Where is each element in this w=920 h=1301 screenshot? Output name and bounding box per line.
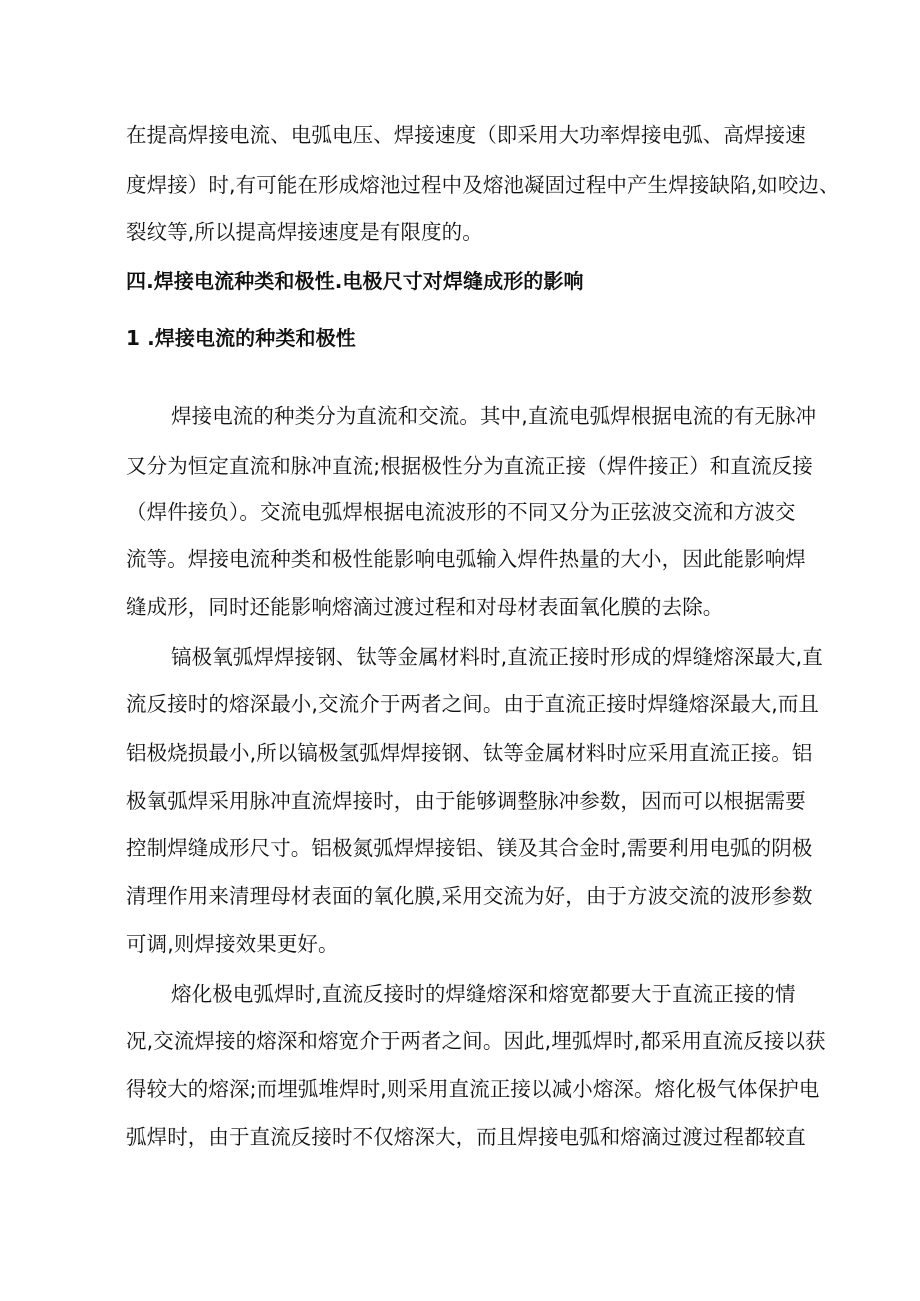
text-line: 铝极烧损最小,所以镐极氢弧焊焊接钢、钛等金属材料时应采用直流正接。铝 bbox=[126, 741, 813, 765]
text-line: 又分为恒定直流和脉冲直流;根据极性分为直流正接（焊件接正）和直流反接 bbox=[126, 454, 813, 478]
text-line: 流等。焊接电流种类和极性能影响电弧输入焊件热量的大小，因此能影响焊 bbox=[126, 547, 806, 571]
section-heading: 四.焊接电流种类和极性.电极尺寸对焊缝成形的影响 bbox=[126, 269, 584, 293]
text-line: 弧焊时，由于直流反接时不仅熔深大，而且焊接电弧和熔滴过渡过程都较直 bbox=[126, 1125, 806, 1149]
text-line: 况,交流焊接的熔深和熔宽介于两者之间。因此,埋弧焊时,都采用直流反接以获 bbox=[126, 1029, 826, 1053]
subsection-heading: 1 .焊接电流的种类和极性 bbox=[126, 326, 356, 350]
text-line: 清理作用来清理母材表面的氧化膜,采用交流为好，由于方波交流的波形参数 bbox=[126, 884, 813, 908]
text-line: 得较大的熔深;而埋弧堆焊时,则采用直流正接以减小熔深。熔化极气体保护电 bbox=[126, 1077, 820, 1101]
text-line: 极氧弧焊采用脉冲直流焊接时，由于能够调整脉冲参数，因而可以根据需要 bbox=[126, 789, 806, 813]
text-line: 度焊接）时,有可能在形成熔池过程中及熔池凝固过程中产生焊接缺陷,如咬边、 bbox=[126, 173, 840, 197]
text-line: 可调,则焊接效果更好。 bbox=[126, 932, 339, 956]
text-line: 熔化极电弧焊时,直流反接时的焊缝熔深和熔宽都要大于直流正接的情 bbox=[171, 982, 796, 1006]
text-line: 控制焊缝成形尺寸。铝极氮弧焊焊接铝、镁及其合金时,需要利用电弧的阴极 bbox=[126, 836, 813, 860]
text-line: 焊接电流的种类分为直流和交流。其中,直流电弧焊根据电流的有无脉冲 bbox=[171, 404, 817, 428]
text-line: 裂纹等,所以提高焊接速度是有限度的。 bbox=[126, 220, 483, 244]
text-line: （焊件接负）。交流电弧焊根据电流波形的不同又分为正弦波交流和方波交 bbox=[126, 500, 796, 524]
text-line: 在提高焊接电流、电弧电压、焊接速度（即采用大功率焊接电弧、高焊接速 bbox=[126, 123, 806, 147]
text-line: 缝成形，同时还能影响熔滴过渡过程和对母材表面氧化膜的去除。 bbox=[126, 595, 724, 619]
text-line: 流反接时的熔深最小,交流介于两者之间。由于直流正接时焊缝熔深最大,而且 bbox=[126, 692, 820, 716]
text-line: 镐极氧弧焊焊接钢、钛等金属材料时,直流正接时形成的焊缝熔深最大,直 bbox=[171, 645, 823, 669]
